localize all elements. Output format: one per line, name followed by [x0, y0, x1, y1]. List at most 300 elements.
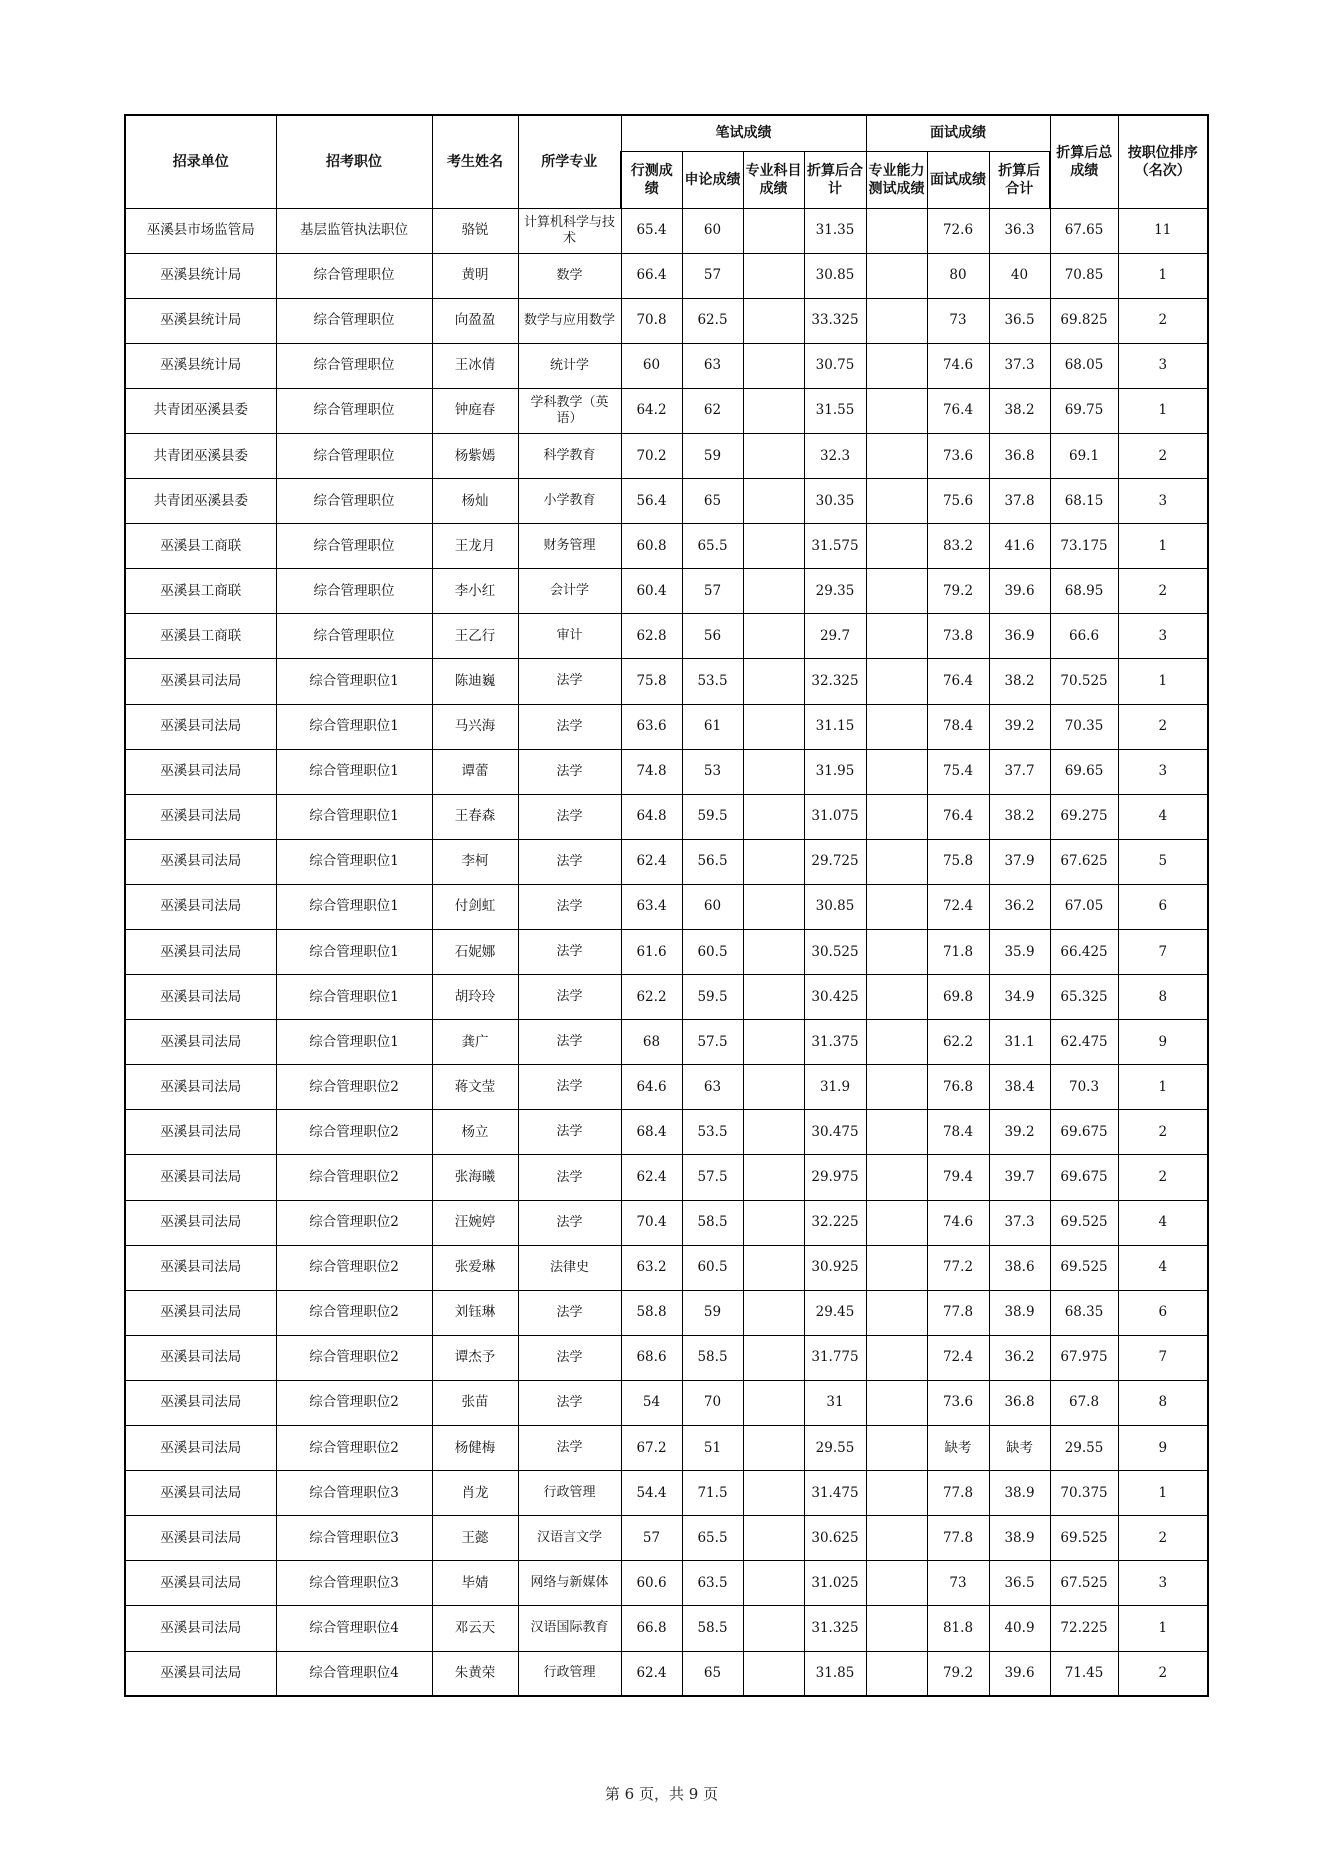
- cell-shenlun: 57.5: [682, 1155, 743, 1200]
- cell-ability-test: [866, 1471, 927, 1516]
- cell-total: 69.75: [1050, 388, 1118, 433]
- cell-interview: 72.6: [927, 208, 989, 253]
- cell-total: 69.525: [1050, 1245, 1118, 1290]
- cell-xingce: 68.6: [621, 1335, 682, 1380]
- cell-ability-test: [866, 1155, 927, 1200]
- cell-position: 综合管理职位2: [276, 1245, 432, 1290]
- table-row: [125, 569, 1208, 614]
- cell-professional: [743, 208, 804, 253]
- cell-rank: 8: [1118, 975, 1208, 1020]
- cell-total: 66.6: [1050, 614, 1118, 659]
- cell-shenlun: 57: [682, 253, 743, 298]
- cell-interview-converted: 36.5: [989, 298, 1050, 343]
- header-interview-converted: 折算后合计: [989, 151, 1050, 208]
- cell-ability-test: [866, 930, 927, 975]
- cell-xingce: 64.6: [621, 1065, 682, 1110]
- cell-ability-test: [866, 1426, 927, 1471]
- cell-xingce: 64.2: [621, 388, 682, 433]
- cell-total: 69.825: [1050, 298, 1118, 343]
- cell-professional: [743, 614, 804, 659]
- cell-professional: [743, 1606, 804, 1651]
- cell-total: 69.675: [1050, 1155, 1118, 1200]
- cell-interview-converted: 36.9: [989, 614, 1050, 659]
- cell-interview-converted: 39.6: [989, 1651, 1050, 1696]
- cell-interview: 71.8: [927, 930, 989, 975]
- header-written-group: 笔试成绩: [621, 115, 866, 151]
- cell-shenlun: 56: [682, 614, 743, 659]
- cell-unit: 巫溪县司法局: [125, 1471, 276, 1516]
- cell-total: 67.975: [1050, 1335, 1118, 1380]
- cell-ability-test: [866, 343, 927, 388]
- cell-ability-test: [866, 794, 927, 839]
- cell-xingce: 63.6: [621, 704, 682, 749]
- table-row: [125, 1426, 1208, 1471]
- header-shenlun: 申论成绩: [682, 151, 743, 208]
- cell-major: 法学: [518, 1380, 621, 1425]
- cell-position: 综合管理职位1: [276, 884, 432, 929]
- cell-ability-test: [866, 569, 927, 614]
- cell-professional: [743, 298, 804, 343]
- cell-total: 69.275: [1050, 794, 1118, 839]
- cell-ability-test: [866, 1110, 927, 1155]
- cell-interview: 77.8: [927, 1516, 989, 1561]
- cell-ability-test: [866, 479, 927, 524]
- cell-ability-test: [866, 1290, 927, 1335]
- table-row: [125, 524, 1208, 569]
- cell-major: 法学: [518, 659, 621, 704]
- table-row: [125, 930, 1208, 975]
- cell-shenlun: 53.5: [682, 1110, 743, 1155]
- cell-xingce: 63.4: [621, 884, 682, 929]
- cell-name: 胡玲玲: [432, 975, 518, 1020]
- cell-total: 69.525: [1050, 1516, 1118, 1561]
- table-row: [125, 794, 1208, 839]
- cell-written-converted: 31: [804, 1380, 866, 1425]
- score-table: [124, 114, 1209, 1697]
- cell-xingce: 68.4: [621, 1110, 682, 1155]
- cell-name: 张爱琳: [432, 1245, 518, 1290]
- cell-major: 会计学: [518, 569, 621, 614]
- table-row: [125, 1380, 1208, 1425]
- cell-total: 70.525: [1050, 659, 1118, 704]
- cell-name: 张海曦: [432, 1155, 518, 1200]
- cell-unit: 巫溪县司法局: [125, 975, 276, 1020]
- cell-shenlun: 61: [682, 704, 743, 749]
- table-row: [125, 1020, 1208, 1065]
- cell-position: 综合管理职位: [276, 479, 432, 524]
- cell-total: 69.525: [1050, 1200, 1118, 1245]
- cell-major: 法学: [518, 704, 621, 749]
- cell-written-converted: 31.075: [804, 794, 866, 839]
- cell-interview: 缺考: [927, 1426, 989, 1471]
- cell-rank: 1: [1118, 388, 1208, 433]
- cell-written-converted: 29.55: [804, 1426, 866, 1471]
- cell-rank: 2: [1118, 704, 1208, 749]
- cell-unit: 巫溪县司法局: [125, 839, 276, 884]
- cell-professional: [743, 1110, 804, 1155]
- cell-interview-converted: 38.6: [989, 1245, 1050, 1290]
- cell-position: 综合管理职位: [276, 253, 432, 298]
- table-row: [125, 659, 1208, 704]
- cell-unit: 巫溪县司法局: [125, 1020, 276, 1065]
- cell-ability-test: [866, 1561, 927, 1606]
- table-row: [125, 1516, 1208, 1561]
- cell-written-converted: 32.325: [804, 659, 866, 704]
- cell-total: 66.425: [1050, 930, 1118, 975]
- cell-rank: 11: [1118, 208, 1208, 253]
- cell-interview-converted: 39.7: [989, 1155, 1050, 1200]
- cell-xingce: 54: [621, 1380, 682, 1425]
- cell-shenlun: 70: [682, 1380, 743, 1425]
- cell-rank: 2: [1118, 298, 1208, 343]
- cell-written-converted: 31.775: [804, 1335, 866, 1380]
- cell-written-converted: 31.85: [804, 1651, 866, 1696]
- cell-interview-converted: 40: [989, 253, 1050, 298]
- cell-total: 70.375: [1050, 1471, 1118, 1516]
- cell-rank: 1: [1118, 524, 1208, 569]
- cell-unit: 巫溪县司法局: [125, 1200, 276, 1245]
- cell-interview: 74.6: [927, 1200, 989, 1245]
- cell-major: 科学教育: [518, 433, 621, 478]
- cell-xingce: 54.4: [621, 1471, 682, 1516]
- cell-total: 68.35: [1050, 1290, 1118, 1335]
- table-row: [125, 208, 1208, 253]
- cell-unit: 巫溪县司法局: [125, 884, 276, 929]
- cell-written-converted: 31.475: [804, 1471, 866, 1516]
- cell-rank: 3: [1118, 1561, 1208, 1606]
- cell-shenlun: 59.5: [682, 794, 743, 839]
- table-row: [125, 975, 1208, 1020]
- cell-rank: 6: [1118, 1290, 1208, 1335]
- cell-total: 29.55: [1050, 1426, 1118, 1471]
- cell-interview-converted: 缺考: [989, 1426, 1050, 1471]
- cell-shenlun: 58.5: [682, 1335, 743, 1380]
- table-row: [125, 388, 1208, 433]
- cell-total: 68.15: [1050, 479, 1118, 524]
- cell-position: 综合管理职位2: [276, 1065, 432, 1110]
- cell-written-converted: 30.525: [804, 930, 866, 975]
- cell-position: 基层监管执法职位: [276, 208, 432, 253]
- page-number: 第 6 页，共 9 页: [604, 1785, 719, 1803]
- cell-ability-test: [866, 1200, 927, 1245]
- cell-position: 综合管理职位3: [276, 1471, 432, 1516]
- cell-xingce: 65.4: [621, 208, 682, 253]
- cell-interview-converted: 37.3: [989, 1200, 1050, 1245]
- cell-name: 杨健梅: [432, 1426, 518, 1471]
- cell-ability-test: [866, 1245, 927, 1290]
- table-row: [125, 1651, 1208, 1696]
- cell-interview: 78.4: [927, 1110, 989, 1155]
- cell-professional: [743, 839, 804, 884]
- cell-position: 综合管理职位2: [276, 1110, 432, 1155]
- cell-unit: 巫溪县司法局: [125, 1065, 276, 1110]
- cell-ability-test: [866, 1516, 927, 1561]
- cell-position: 综合管理职位: [276, 343, 432, 388]
- cell-xingce: 60.8: [621, 524, 682, 569]
- cell-position: 综合管理职位1: [276, 1020, 432, 1065]
- cell-position: 综合管理职位4: [276, 1606, 432, 1651]
- cell-unit: 巫溪县司法局: [125, 749, 276, 794]
- table-row: [125, 704, 1208, 749]
- cell-total: 73.175: [1050, 524, 1118, 569]
- table-row: [125, 1065, 1208, 1110]
- table-row: [125, 1606, 1208, 1651]
- cell-major: 财务管理: [518, 524, 621, 569]
- cell-ability-test: [866, 749, 927, 794]
- cell-name: 王春森: [432, 794, 518, 839]
- cell-name: 谭蕾: [432, 749, 518, 794]
- cell-xingce: 62.4: [621, 1155, 682, 1200]
- cell-interview-converted: 39.6: [989, 569, 1050, 614]
- cell-interview: 78.4: [927, 704, 989, 749]
- cell-position: 综合管理职位: [276, 298, 432, 343]
- cell-rank: 2: [1118, 433, 1208, 478]
- cell-interview-converted: 38.9: [989, 1471, 1050, 1516]
- cell-rank: 1: [1118, 253, 1208, 298]
- cell-xingce: 70.4: [621, 1200, 682, 1245]
- cell-interview-converted: 34.9: [989, 975, 1050, 1020]
- cell-written-converted: 29.7: [804, 614, 866, 659]
- cell-name: 蒋文莹: [432, 1065, 518, 1110]
- cell-total: 69.1: [1050, 433, 1118, 478]
- cell-position: 综合管理职位2: [276, 1290, 432, 1335]
- header-unit: 招录单位: [125, 115, 276, 208]
- header-written-converted: 折算后合计: [804, 151, 866, 208]
- cell-interview-converted: 36.8: [989, 433, 1050, 478]
- cell-interview: 81.8: [927, 1606, 989, 1651]
- cell-name: 杨立: [432, 1110, 518, 1155]
- cell-interview: 72.4: [927, 884, 989, 929]
- cell-ability-test: [866, 975, 927, 1020]
- cell-shenlun: 62.5: [682, 298, 743, 343]
- cell-xingce: 66.4: [621, 253, 682, 298]
- cell-professional: [743, 524, 804, 569]
- cell-position: 综合管理职位: [276, 433, 432, 478]
- cell-rank: 8: [1118, 1380, 1208, 1425]
- table-row: [125, 1561, 1208, 1606]
- cell-interview-converted: 38.9: [989, 1290, 1050, 1335]
- cell-ability-test: [866, 839, 927, 884]
- cell-position: 综合管理职位1: [276, 839, 432, 884]
- cell-written-converted: 31.575: [804, 524, 866, 569]
- cell-major: 行政管理: [518, 1651, 621, 1696]
- cell-professional: [743, 749, 804, 794]
- cell-shenlun: 65: [682, 1651, 743, 1696]
- cell-unit: 巫溪县工商联: [125, 569, 276, 614]
- cell-interview: 73.6: [927, 433, 989, 478]
- cell-name: 王冰倩: [432, 343, 518, 388]
- cell-professional: [743, 1200, 804, 1245]
- cell-written-converted: 31.025: [804, 1561, 866, 1606]
- cell-shenlun: 65.5: [682, 1516, 743, 1561]
- cell-written-converted: 33.325: [804, 298, 866, 343]
- cell-xingce: 75.8: [621, 659, 682, 704]
- cell-interview-converted: 37.3: [989, 343, 1050, 388]
- cell-interview-converted: 39.2: [989, 1110, 1050, 1155]
- cell-interview: 80: [927, 253, 989, 298]
- cell-interview: 79.2: [927, 569, 989, 614]
- cell-total: 67.05: [1050, 884, 1118, 929]
- cell-major: 法学: [518, 794, 621, 839]
- cell-rank: 2: [1118, 1651, 1208, 1696]
- cell-xingce: 74.8: [621, 749, 682, 794]
- cell-unit: 巫溪县司法局: [125, 1155, 276, 1200]
- cell-professional: [743, 794, 804, 839]
- cell-xingce: 67.2: [621, 1426, 682, 1471]
- cell-interview-converted: 37.9: [989, 839, 1050, 884]
- table-row: [125, 479, 1208, 524]
- cell-professional: [743, 1380, 804, 1425]
- cell-major: 法学: [518, 1020, 621, 1065]
- cell-interview-converted: 39.2: [989, 704, 1050, 749]
- cell-shenlun: 58.5: [682, 1200, 743, 1245]
- cell-unit: 共青团巫溪县委: [125, 388, 276, 433]
- cell-professional: [743, 975, 804, 1020]
- cell-interview: 72.4: [927, 1335, 989, 1380]
- cell-name: 张苗: [432, 1380, 518, 1425]
- cell-total: 70.35: [1050, 704, 1118, 749]
- cell-rank: 5: [1118, 839, 1208, 884]
- cell-shenlun: 53: [682, 749, 743, 794]
- cell-interview: 76.4: [927, 388, 989, 433]
- cell-unit: 巫溪县司法局: [125, 1651, 276, 1696]
- header-name: 考生姓名: [432, 115, 518, 208]
- cell-ability-test: [866, 614, 927, 659]
- cell-interview: 75.8: [927, 839, 989, 884]
- cell-unit: 巫溪县司法局: [125, 930, 276, 975]
- table-row: [125, 1155, 1208, 1200]
- cell-professional: [743, 343, 804, 388]
- cell-interview-converted: 38.2: [989, 659, 1050, 704]
- cell-major: 法律史: [518, 1245, 621, 1290]
- cell-xingce: 70.2: [621, 433, 682, 478]
- cell-shenlun: 56.5: [682, 839, 743, 884]
- cell-major: 小学教育: [518, 479, 621, 524]
- cell-major: 法学: [518, 1290, 621, 1335]
- cell-interview: 69.8: [927, 975, 989, 1020]
- cell-interview: 73.8: [927, 614, 989, 659]
- header-interview-group: 面试成绩: [866, 115, 1050, 151]
- cell-interview-converted: 36.2: [989, 884, 1050, 929]
- cell-shenlun: 65: [682, 479, 743, 524]
- cell-xingce: 61.6: [621, 930, 682, 975]
- cell-major: 网络与新媒体: [518, 1561, 621, 1606]
- cell-ability-test: [866, 704, 927, 749]
- cell-ability-test: [866, 433, 927, 478]
- cell-ability-test: [866, 208, 927, 253]
- cell-rank: 3: [1118, 479, 1208, 524]
- cell-written-converted: 32.225: [804, 1200, 866, 1245]
- cell-interview: 77.8: [927, 1471, 989, 1516]
- table-header: [125, 115, 1208, 208]
- cell-rank: 1: [1118, 659, 1208, 704]
- table-row: [125, 614, 1208, 659]
- cell-written-converted: 31.15: [804, 704, 866, 749]
- cell-major: 法学: [518, 1426, 621, 1471]
- cell-ability-test: [866, 388, 927, 433]
- cell-interview: 76.4: [927, 794, 989, 839]
- cell-shenlun: 63.5: [682, 1561, 743, 1606]
- cell-name: 肖龙: [432, 1471, 518, 1516]
- cell-name: 刘钰琳: [432, 1290, 518, 1335]
- cell-written-converted: 31.9: [804, 1065, 866, 1110]
- cell-unit: 巫溪县司法局: [125, 1426, 276, 1471]
- cell-xingce: 62.2: [621, 975, 682, 1020]
- cell-total: 70.85: [1050, 253, 1118, 298]
- cell-unit: 巫溪县司法局: [125, 1606, 276, 1651]
- header-rank: 按职位排序（名次）: [1118, 115, 1208, 208]
- cell-unit: 巫溪县工商联: [125, 524, 276, 569]
- cell-xingce: 68: [621, 1020, 682, 1065]
- cell-position: 综合管理职位3: [276, 1561, 432, 1606]
- cell-unit: 巫溪县司法局: [125, 1110, 276, 1155]
- cell-major: 汉语国际教育: [518, 1606, 621, 1651]
- cell-unit: 巫溪县司法局: [125, 794, 276, 839]
- cell-professional: [743, 704, 804, 749]
- cell-position: 综合管理职位4: [276, 1651, 432, 1696]
- cell-professional: [743, 1651, 804, 1696]
- cell-interview: 77.8: [927, 1290, 989, 1335]
- cell-interview-converted: 37.8: [989, 479, 1050, 524]
- cell-interview: 76.4: [927, 659, 989, 704]
- table-row: [125, 1335, 1208, 1380]
- cell-rank: 7: [1118, 1335, 1208, 1380]
- cell-unit: 共青团巫溪县委: [125, 479, 276, 524]
- table-row: [125, 749, 1208, 794]
- cell-unit: 巫溪县司法局: [125, 704, 276, 749]
- cell-name: 汪婉婷: [432, 1200, 518, 1245]
- cell-shenlun: 60.5: [682, 1245, 743, 1290]
- cell-written-converted: 30.625: [804, 1516, 866, 1561]
- cell-position: 综合管理职位: [276, 569, 432, 614]
- cell-professional: [743, 884, 804, 929]
- cell-interview-converted: 38.9: [989, 1516, 1050, 1561]
- cell-professional: [743, 1335, 804, 1380]
- cell-major: 审计: [518, 614, 621, 659]
- cell-interview-converted: 31.1: [989, 1020, 1050, 1065]
- cell-written-converted: 29.975: [804, 1155, 866, 1200]
- cell-unit: 巫溪县统计局: [125, 298, 276, 343]
- table-row: [125, 1245, 1208, 1290]
- cell-interview-converted: 38.2: [989, 388, 1050, 433]
- cell-position: 综合管理职位: [276, 524, 432, 569]
- cell-rank: 2: [1118, 1516, 1208, 1561]
- cell-interview: 83.2: [927, 524, 989, 569]
- cell-xingce: 63.2: [621, 1245, 682, 1290]
- cell-professional: [743, 479, 804, 524]
- cell-major: 法学: [518, 975, 621, 1020]
- cell-total: 69.65: [1050, 749, 1118, 794]
- cell-name: 李柯: [432, 839, 518, 884]
- cell-major: 法学: [518, 1200, 621, 1245]
- cell-xingce: 60.6: [621, 1561, 682, 1606]
- cell-name: 龚广: [432, 1020, 518, 1065]
- cell-total: 70.3: [1050, 1065, 1118, 1110]
- cell-shenlun: 59: [682, 433, 743, 478]
- cell-total: 69.675: [1050, 1110, 1118, 1155]
- cell-professional: [743, 1155, 804, 1200]
- cell-position: 综合管理职位1: [276, 794, 432, 839]
- cell-shenlun: 57.5: [682, 1020, 743, 1065]
- cell-position: 综合管理职位3: [276, 1516, 432, 1561]
- cell-written-converted: 29.45: [804, 1290, 866, 1335]
- cell-rank: 2: [1118, 569, 1208, 614]
- cell-position: 综合管理职位2: [276, 1380, 432, 1425]
- cell-shenlun: 53.5: [682, 659, 743, 704]
- cell-total: 67.625: [1050, 839, 1118, 884]
- cell-written-converted: 30.85: [804, 253, 866, 298]
- table-row: [125, 1471, 1208, 1516]
